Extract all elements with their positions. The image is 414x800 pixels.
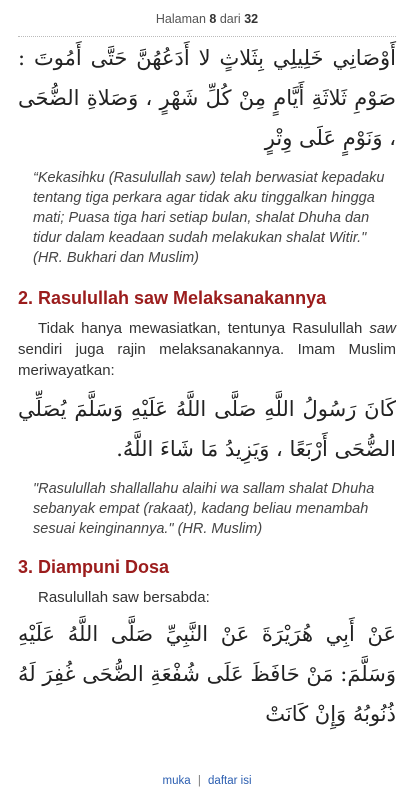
hadith-arabic-2: كَانَ رَسُولُ اللَّهِ صَلَّى اللَّهُ عَلَيْهِ وَسَلَّمَ يُصَلِّي الضُّحَى أَرْبَعًا ، وَيَزِيدُ مَا شَاءَ اللَّهُ. xyxy=(18,397,396,461)
hadith-translation-1: “Kekasihku (Rasulullah saw) telah berwasiat kepadaku tentang tiga perkara agar tidak aku tinggalkan hingga mati; Puasa tiga hari setiap bulan, shalat Dhuha dan tidur dalam keadaan sudah melakukan shalat Witir." (HR. Bukhari dan Muslim) xyxy=(33,170,385,266)
home-link[interactable]: muka xyxy=(162,775,191,787)
section-heading-2: 2. Rasulullah saw Melaksanakannya xyxy=(18,288,327,308)
page-of-label: dari xyxy=(219,12,241,26)
paragraph-emphasis: saw xyxy=(369,320,396,337)
page-footer xyxy=(0,775,414,787)
page-content xyxy=(18,36,396,734)
hadith-arabic-3: عَنْ أَبِي هُرَيْرَةَ عَنْ النَّبِيِّ صَلَّى اللَّهُ عَلَيْهِ وَسَلَّمَ: مَنْ حَافَظَ عَلَى شُفْعَةِ الضُّحَى غُفِرَ لَهُ ذُنُوبُهُ وَإِنْ كَانَتْ xyxy=(18,622,396,726)
current-page-number: 8 xyxy=(209,12,217,26)
hadith-arabic-1: أَوْصَانِي خَلِيلِي بِثَلاثٍ لا أَدَعُهُنَّ حَتَّى أَمُوتَ : صَوْمِ ثَلاثَةِ أَيَّامٍ مِنْ كُلِّ شَهْرٍ ، وَصَلاةِ الضُّحَى ، وَنَوْمٍ عَلَى وِتْرٍ xyxy=(18,46,396,150)
total-pages-number: 32 xyxy=(244,12,259,26)
table-of-contents-link[interactable]: daftar isi xyxy=(208,775,252,787)
footer-separator: | xyxy=(197,775,201,787)
section-2-paragraph xyxy=(18,318,396,381)
paragraph-text-part: sendiri juga rajin melaksanakannya. Imam Muslim meriwayatkan: xyxy=(18,341,396,379)
page-header xyxy=(0,0,414,32)
page-label: Halaman xyxy=(155,12,206,26)
hadith-translation-2: "Rasulullah shallallahu alaihi wa sallam shalat Dhuha sebanyak empat (rakaat), kadang beliau menambah sesuai keinginannya." (HR. Muslim) xyxy=(33,481,375,537)
paragraph-text-part: Tidak hanya mewasiatkan, tentunya Rasulullah xyxy=(38,320,370,337)
section-3-paragraph: Rasulullah saw bersabda: xyxy=(38,589,210,606)
section-heading-3: 3. Diampuni Dosa xyxy=(18,557,170,577)
